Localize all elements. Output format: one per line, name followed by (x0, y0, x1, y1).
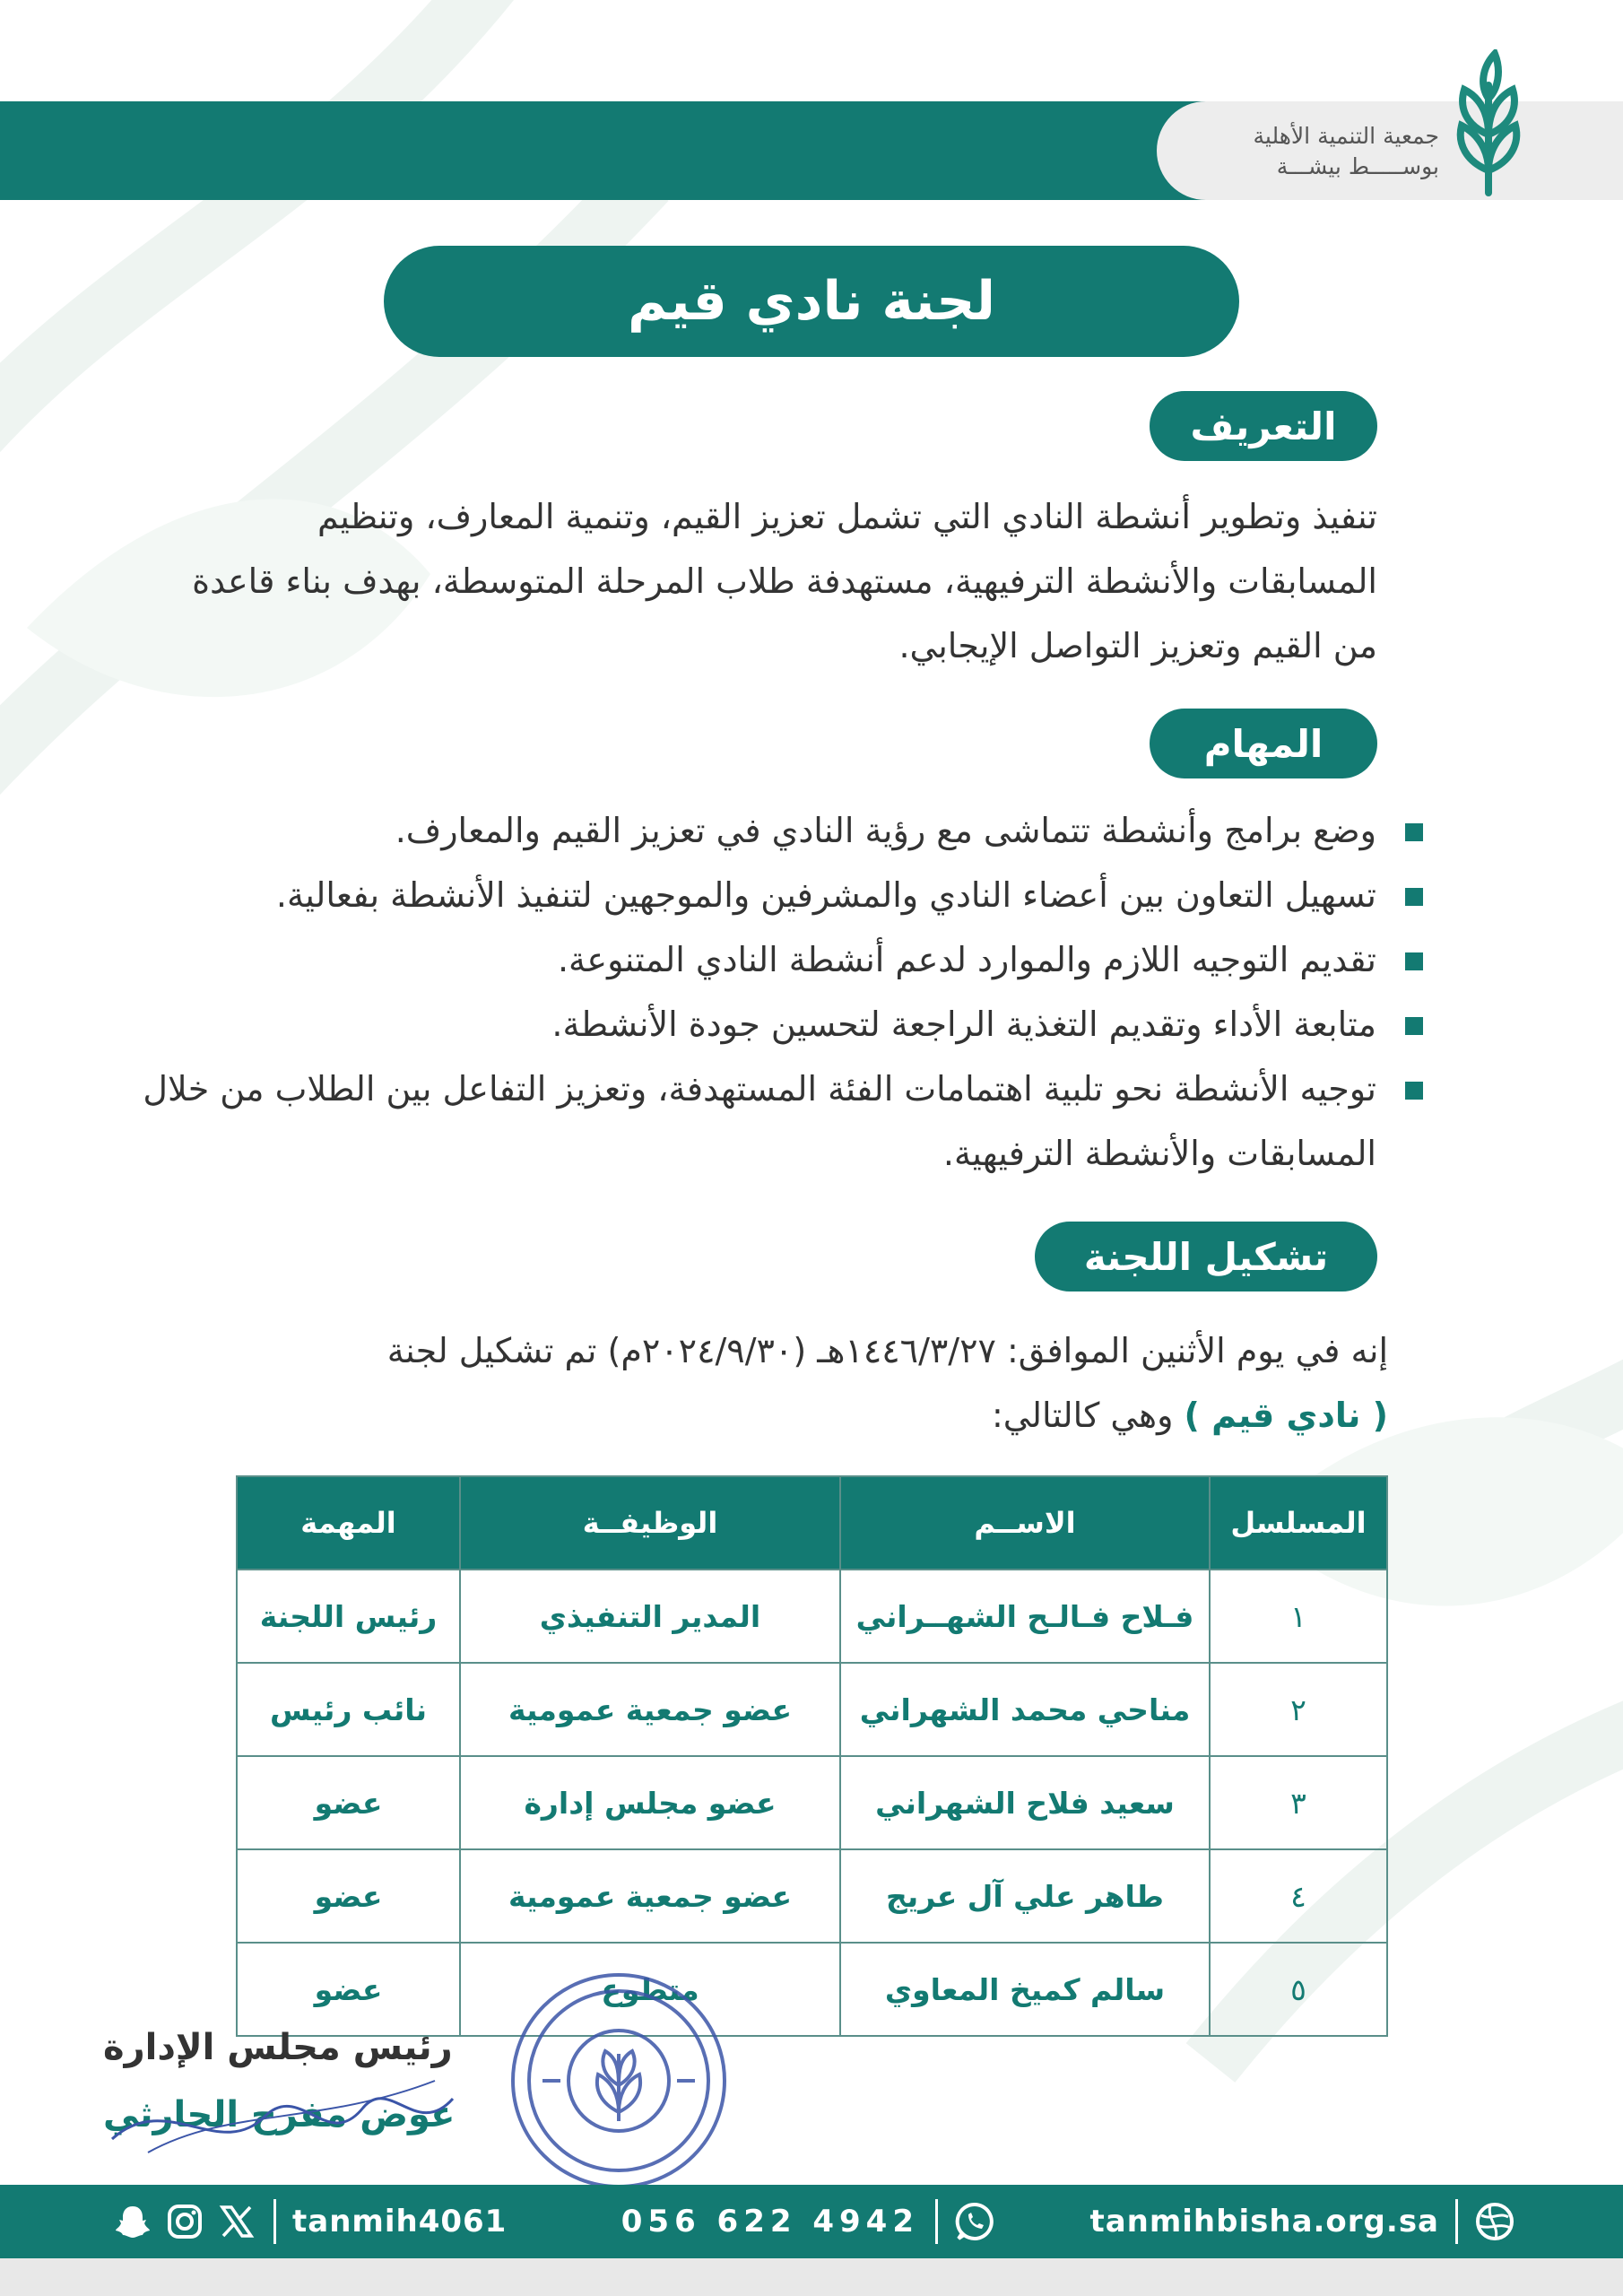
cell-role: عضو (237, 1943, 460, 2036)
footer-shadow (0, 2258, 1623, 2296)
org-name-line2: بوســـــط بيشـــة (1276, 153, 1439, 179)
cell-job: عضو جمعية عمومية (460, 1849, 840, 1943)
handwritten-signature (94, 2054, 471, 2179)
formation-statement (222, 1318, 1388, 1448)
header-job: الوظيفــة (460, 1476, 840, 1570)
tasks-heading: المهام (1150, 709, 1377, 778)
cell-role: نائب رئيس (237, 1663, 460, 1756)
formation-intro: إنه في يوم الأثنين الموافق: ١٤٤٦/٣/٢٧هـ (٢٠٢٤/٩/٣٠م) تم تشكيل لجنة (386, 1331, 1388, 1370)
cell-name: طاهر علي آل عريج (840, 1849, 1210, 1943)
task-item: متابعة الأداء وتقديم التغذية الراجعة لتحسين جودة الأنشطة. (76, 992, 1430, 1057)
cell-serial: ٥ (1210, 1943, 1387, 2036)
footer-separator (1455, 2199, 1458, 2244)
formation-outro: وهي كالتالي: (991, 1396, 1185, 1435)
definition-text: تنفيذ وتطوير أنشطة النادي التي تشمل تعزيز القيم، وتنمية المعارف، وتنظيم المسابقات والأنشطة الترفيهية، مستهدفة طلاب المرحلة المتوسطة، بهدف بناء قاعدة من القيم وتعزيز التواصل الإيجابي. (192, 497, 1377, 665)
cell-serial: ٤ (1210, 1849, 1387, 1943)
signatory-name: عوض مفرح الحارثي (103, 2094, 456, 2135)
table-header-row (237, 1476, 1387, 1570)
cell-role: رئيس اللجنة (237, 1570, 460, 1663)
org-name-line1: جمعية التنمية الأهلية (1253, 123, 1439, 149)
table-row (237, 1756, 1387, 1849)
cell-role: عضو (237, 1849, 460, 1943)
whatsapp-icon (954, 2201, 995, 2242)
cell-role: عضو (237, 1756, 460, 1849)
task-item: وضع برامج وأنشطة تتماشى مع رؤية النادي في تعزيز القيم والمعارف. (76, 798, 1430, 863)
footer-social[interactable] (112, 2185, 507, 2258)
footer-separator (935, 2199, 938, 2244)
table-row (237, 1849, 1387, 1943)
cell-job: متطوع (460, 1943, 840, 2036)
table-row (237, 1943, 1387, 2036)
snapchat-icon[interactable] (112, 2201, 153, 2242)
task-item: تقديم التوجيه اللازم والموارد لدعم أنشطة النادي المتنوعة. (76, 927, 1430, 992)
x-icon[interactable] (216, 2201, 257, 2242)
header-role: المهمة (237, 1476, 460, 1570)
task-item: توجيه الأنشطة نحو تلبية اهتمامات الفئة المستهدفة، وتعزيز التفاعل بين الطلاب من خلال المسابقات والأنشطة الترفيهية. (76, 1057, 1430, 1186)
signatory-title: رئيس مجلس الإدارة (103, 2027, 453, 2068)
footer-phone[interactable] (621, 2185, 995, 2258)
members-table (236, 1475, 1388, 2037)
cell-job: المدير التنفيذي (460, 1570, 840, 1663)
cell-serial: ٣ (1210, 1756, 1387, 1849)
org-name (1254, 121, 1439, 182)
footer-separator (273, 2199, 276, 2244)
cell-serial: ٢ (1210, 1663, 1387, 1756)
instagram-icon[interactable] (164, 2201, 205, 2242)
handle-text: tanmih4061 (292, 2204, 508, 2239)
cell-name: مناحي محمد الشهراني (840, 1663, 1210, 1756)
phone-text: 056 622 4942 (621, 2204, 919, 2239)
page-title-text: لجنة نادي قيم (627, 270, 996, 333)
task-item: تسهيل التعاون بين أعضاء النادي والمشرفين والموجهين لتنفيذ الأنشطة بفعالية. (76, 863, 1430, 927)
header-name: الاســم (840, 1476, 1210, 1570)
footer-website[interactable] (1089, 2185, 1515, 2258)
cell-name: سعيد فلاح الشهراني (840, 1756, 1210, 1849)
official-stamp-icon (507, 1969, 731, 2193)
header-serial: المسلسل (1210, 1476, 1387, 1570)
wheat-logo-icon (1448, 49, 1529, 197)
table-row (237, 1570, 1387, 1663)
page-title (384, 246, 1239, 357)
table-row (237, 1663, 1387, 1756)
cell-job: عضو مجلس إدارة (460, 1756, 840, 1849)
cell-serial: ١ (1210, 1570, 1387, 1663)
definition-heading: التعريف (1150, 391, 1377, 461)
formation-heading: تشكيل اللجنة (1035, 1222, 1377, 1292)
tasks-list (76, 798, 1430, 1186)
cell-job: عضو جمعية عمومية (460, 1663, 840, 1756)
globe-icon (1474, 2201, 1515, 2242)
cell-name: سالم كميخ المعاوي (840, 1943, 1210, 2036)
cell-name: فـلاح فـالـح الشهــراني (840, 1570, 1210, 1663)
website-text: tanmihbisha.org.sa (1089, 2204, 1439, 2239)
committee-name: ( نادي قيم ) (1184, 1396, 1388, 1435)
